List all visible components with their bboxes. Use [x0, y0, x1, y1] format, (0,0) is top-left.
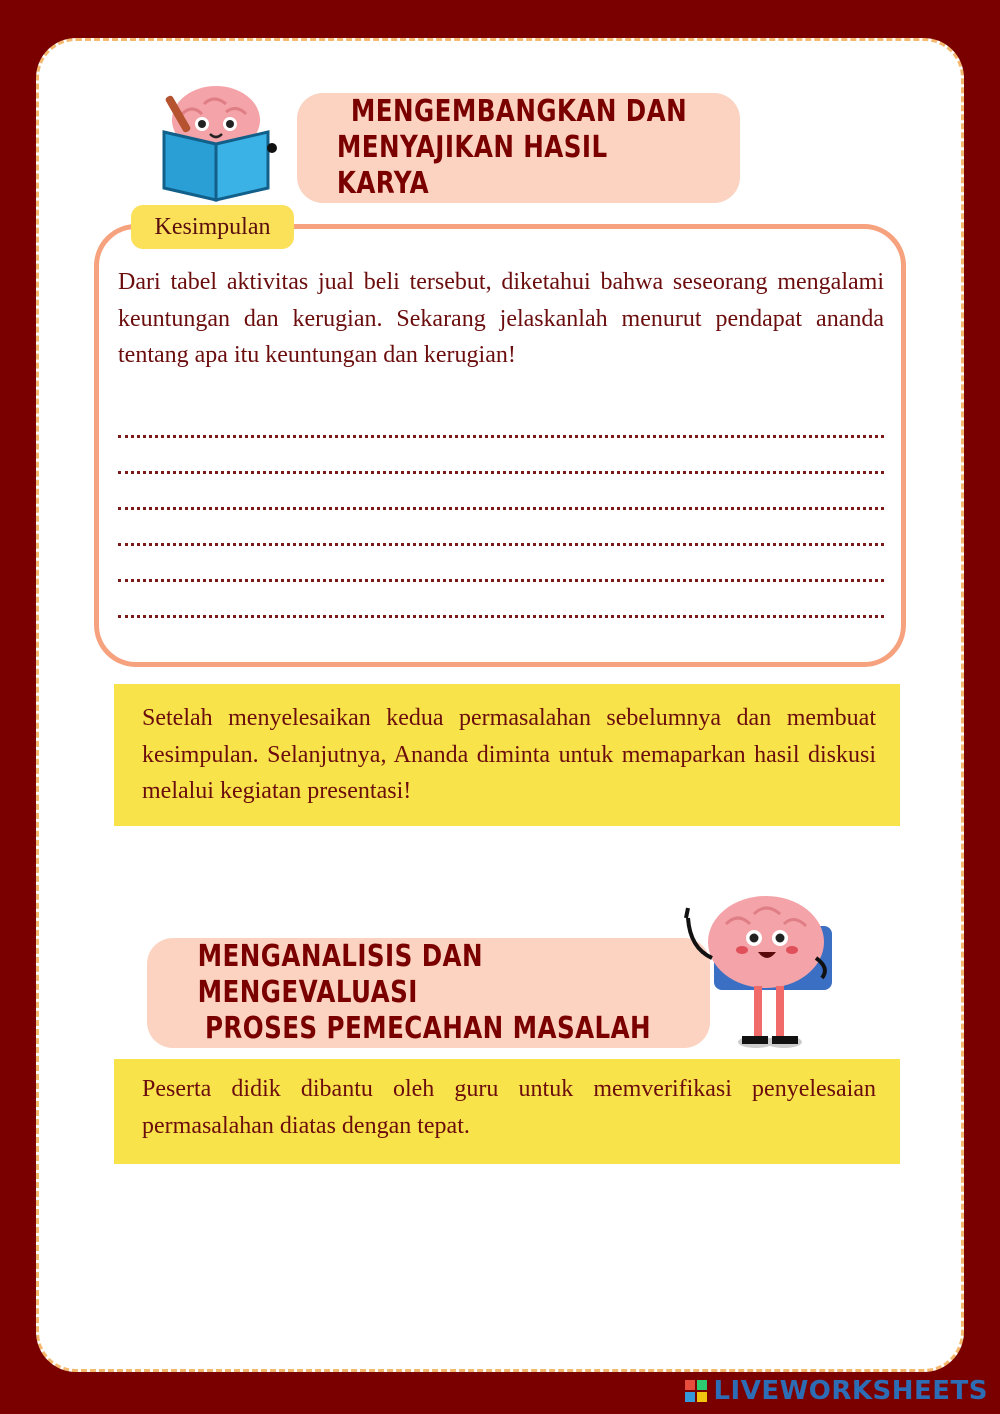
- presentation-instruction: Setelah menyelesaikan kedua permasalahan sebelumnya dan membuat kesimpulan. Selanjutnya, Ananda diminta untuk memaparkan hasil diskusi melalui kegiatan presentasi!: [114, 684, 900, 826]
- heading-line-2: MENYAJIKAN HASIL KARYA: [336, 130, 608, 201]
- answer-line[interactable]: [118, 461, 884, 474]
- answer-line[interactable]: [118, 497, 884, 510]
- answer-line[interactable]: [118, 605, 884, 618]
- heading-line-2: PROSES PEMECAHAN MASALAH: [205, 1011, 652, 1046]
- heading-line-1: MENGANALISIS DAN MENGEVALUASI: [197, 939, 483, 1010]
- conclusion-prompt: Dari tabel aktivitas jual beli tersebut, diketahui bahwa seseorang mengalami keuntungan dan kerugian. Sekarang jelaskanlah menurut pendapat ananda tentang apa itu keuntungan dan kerugian!: [118, 269, 884, 368]
- liveworksheets-logo-icon: [685, 1380, 707, 1402]
- heading-line-1: MENGEMBANGKAN DAN: [350, 94, 687, 129]
- answer-line[interactable]: [118, 425, 884, 438]
- watermark-text: LIVEWORKSHEETS: [713, 1376, 988, 1406]
- section-heading-analyze-evaluate: [147, 938, 710, 1048]
- answer-line[interactable]: [118, 533, 884, 546]
- brain-reading-book-icon: [160, 84, 282, 202]
- verification-instruction: Peserta didik dibantu oleh guru untuk memverifikasi penyelesaian permasalahan diatas dengan tepat.: [114, 1059, 900, 1164]
- answer-line[interactable]: [118, 569, 884, 582]
- section-heading-develop-present: [297, 93, 740, 203]
- brain-pointing-icon: [676, 894, 840, 1050]
- conclusion-tag: Kesimpulan: [131, 205, 294, 249]
- liveworksheets-watermark: [685, 1376, 988, 1406]
